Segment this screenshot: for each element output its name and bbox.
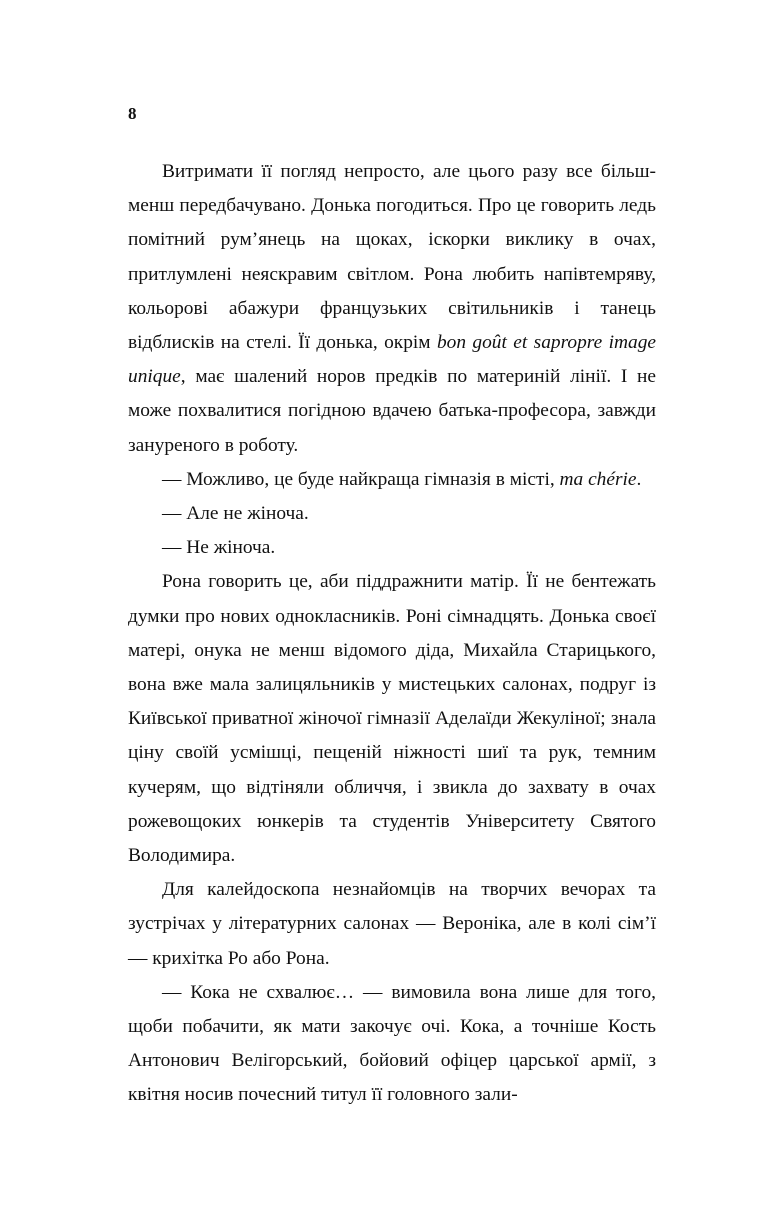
- paragraph: — Кока не схвалює… — вимовила вона лише для того, щоби побачити, як мати закочує очі. Кока, а точніше Кость Антонович Велігорський, бойовий офіцер царської армії, з квітня носив почесний титул її головного зали-: [128, 981, 656, 1106]
- paragraph: Рона говорить це, аби піддражнити матір. Її не бентежать думки про нових однокласників. Роні сімнадцять. Донька своєї матері, онука не менш відомого діда, Михайла Старицького, вона вже мала залицяльників у мистецьких салонах, подруг із Київської приватної жіночої гімназії Аделаїди Жекуліної; знала ціну своїй усмішці, пещеній ніжності шиї та рук, темним кучерям, що відтіняли обличчя, і звикла до захвату в очах рожевощоких юнкерів та студентів Університету Святого Володимира.: [128, 571, 656, 867]
- page-number: 8: [128, 104, 137, 123]
- paragraph: — Можливо, це буде найкраща гімназія в місті, ma chérie.: [162, 468, 642, 490]
- body-text-column: [128, 155, 656, 1113]
- italic-phrase: ma chérie: [559, 468, 637, 490]
- paragraph: — Але не жіноча.: [162, 503, 309, 525]
- paragraph: — Не жіноча.: [162, 537, 276, 559]
- paragraph: Для калейдоскопа незнайомців на творчих вечорах та зустрічах у літературних салонах — Вероніка, але в колі сім’ї — крихітка Ро або Рона.: [128, 879, 656, 969]
- paragraph: Витримати її погляд непросто, але цього разу все більш-менш передбачувано. Донька погодиться. Про це говорить ледь помітний рум’янець на щоках, іскорки виклику в очах, притлумлені неяскравим світлом. Рона любить напівтемряву, кольорові абажури французьких світильників і танець відблисків на стелі. Її донька, окрім bon goût et sapropre image unique, має шалений норов предків по материній лінії. І не може похвалитися погідною вдачею батька-професора, завжди зануреного в роботу.: [128, 161, 656, 456]
- italic-phrase: bon goût et sapropre image unique: [128, 332, 656, 388]
